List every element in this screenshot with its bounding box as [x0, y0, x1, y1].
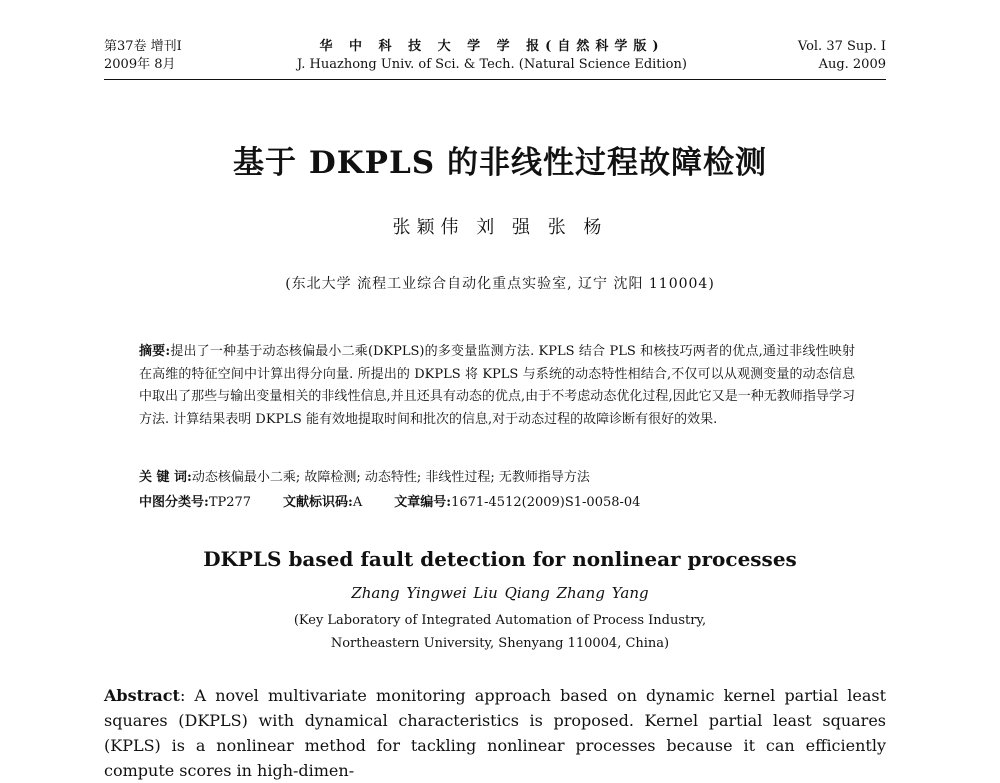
abstract-en	[104, 683, 886, 783]
header-date-en: Aug. 2009	[818, 57, 886, 72]
header-journal	[282, 38, 702, 74]
running-header	[104, 38, 886, 80]
paper-title-cn: 基于 DKPLS 的非线性过程故障检测	[233, 145, 767, 181]
paper-title-en: DKPLS based fault detection for nonlinear processes	[203, 547, 797, 571]
abstract-en-text: : A novel multivariate monitoring approach based on dynamic kernel partial least squares (DKPLS) with dynamical characteristics is proposed. Kernel partial least squares (KPLS) is a nonlinear method for tackling nonlinear processes because it can efficiently compute scores in high-dimen-	[104, 686, 886, 780]
abstract-cn-label: 摘要:	[139, 344, 171, 359]
clc-label: 中图分类号:	[139, 495, 209, 510]
header-date-cn: 2009年 8月	[104, 57, 176, 72]
abstract-cn-text: 提出了一种基于动态核偏最小二乘(DKPLS)的多变量监测方法. KPLS 结合 PLS 和核技巧两者的优点,通过非线性映射在高维的特征空间中计算出得分向量. 所提出的 DKPLS 将 KPLS 与系统的动态特性相结合,不仅可以从观测变量的动态信息中取出了那些与输出变量相关的非线性信息,并且还具有动态的优点,由于不考虑动态优化过程,因此它又是一种无教师指导学习方法. 计算结果表明 DKPLS 能有效地提取时间和批次的信息,对于动态过程的故障诊断有很好的效果.	[139, 344, 855, 427]
header-volume-en-line: Vol. 37 Sup. Ⅰ	[797, 39, 886, 54]
keywords-cn	[139, 468, 855, 488]
article-no-label: 文章编号:	[394, 495, 452, 510]
journal-name-cn: 华 中 科 技 大 学 学 报(自然科学版)	[319, 39, 665, 54]
header-volume-en	[798, 38, 886, 74]
header-volume: 第37卷 增刊Ⅰ	[104, 39, 182, 54]
affiliation-en-line1: (Key Laboratory of Integrated Automation of Process Industry,	[293, 613, 707, 628]
affiliation-cn: (东北大学 流程工业综合自动化重点实验室, 辽宁 沈阳 110004)	[285, 276, 715, 292]
keywords-cn-text: 动态核偏最小二乘; 故障检测; 动态特性; 非线性过程; 无教师指导方法	[191, 470, 590, 485]
authors-cn: 张颖伟 刘 强 张 杨	[392, 217, 608, 238]
affiliation-en	[0, 609, 1000, 655]
classification-line	[139, 493, 855, 513]
header-volume-info	[104, 38, 182, 74]
clc-value: TP277	[208, 495, 252, 510]
keywords-cn-label: 关 键 词:	[139, 470, 192, 485]
article-no-value: 1671-4512(2009)S1-0058-04	[451, 495, 641, 510]
authors-en: Zhang Yingwei Liu Qiang Zhang Yang	[351, 584, 649, 602]
doc-code-label: 文献标识码:	[283, 495, 353, 510]
doc-code-value: A	[352, 495, 363, 510]
abstract-cn	[139, 341, 855, 431]
header-rule	[104, 79, 886, 80]
abstract-en-label: Abstract	[104, 686, 180, 705]
journal-name-en: J. Huazhong Univ. of Sci. & Tech. (Natural Science Edition)	[297, 57, 687, 72]
affiliation-en-line2: Northeastern University, Shenyang 110004, China)	[330, 636, 670, 651]
